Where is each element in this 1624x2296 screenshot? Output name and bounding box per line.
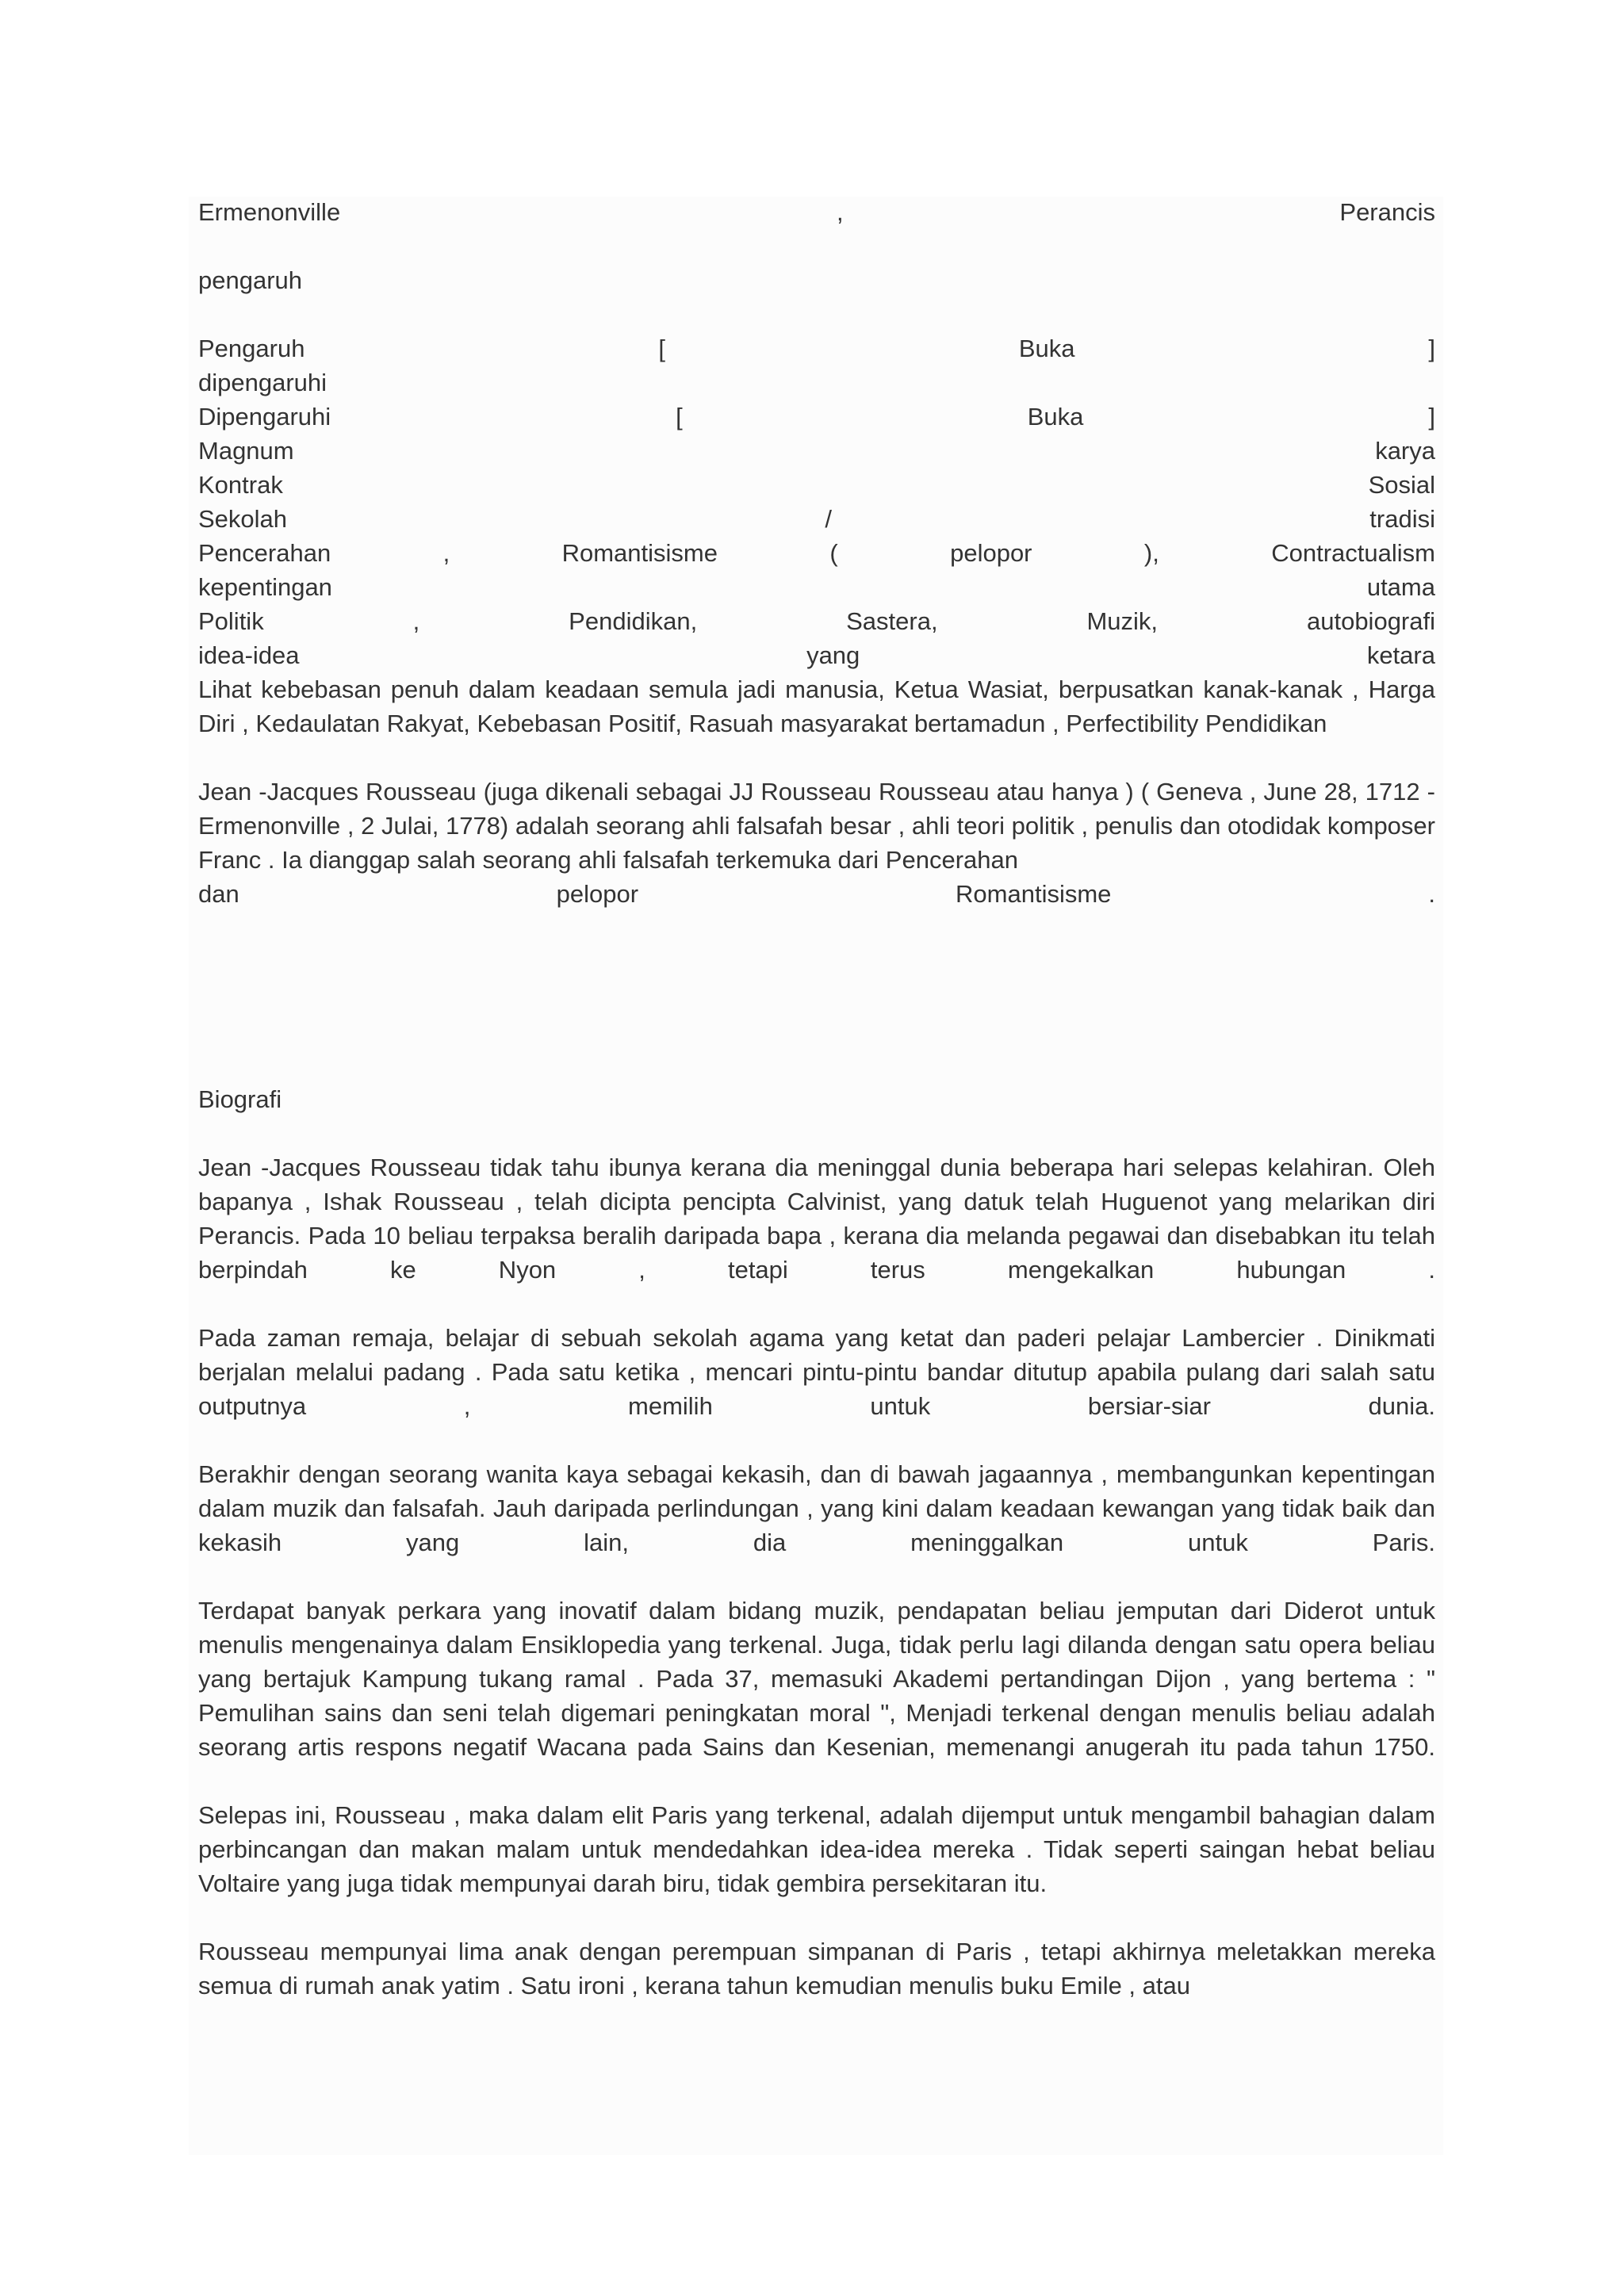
- biography-paragraph: Terdapat banyak perkara yang inovatif dalam bidang muzik, pendapatan beliau jemputan dari Diderot untuk menulis mengenainya dalam Ensiklopedia yang terkenal. Juga, tidak perlu lagi dilanda dengan satu opera beliau yang bertajuk Kampung tukang ramal . Pada 37, memasuki Akademi pertandingan Dijon , yang bertema : " Pemulihan sains dan seni telah digemari peningkatan moral ", Menjadi terkenal dengan menulis beliau adalah seorang artis respons negatif Wacana pada Sains dan Kesenian, memenangi anugerah itu pada tahun 1750.: [198, 1597, 1435, 1761]
- infobox-row-dipengaruhi-label: [198, 365, 1435, 400]
- place-country: Perancis: [1339, 198, 1435, 226]
- row-item: ,: [442, 539, 450, 567]
- row-value: ketara: [1366, 641, 1435, 669]
- infobox-row-place: [198, 195, 1435, 229]
- biography-paragraph: Selepas ini, Rousseau , maka dalam elit Paris yang terkenal, adalah dijemput untuk mengambil bahagian dalam perbincangan dan makan malam untuk mendedahkan idea-idea mereka . Tidak seperti saingan hebat beliau Voltaire yang juga tidak mempunyai darah biru, tidak gembira persekitaran itu.: [198, 1801, 1435, 1897]
- row-item: Pendidikan,: [569, 607, 698, 635]
- row-item: Muzik,: [1086, 607, 1159, 635]
- intro-word: pelopor: [556, 880, 639, 908]
- section-label-pengaruh: pengaruh: [198, 266, 303, 294]
- place-separator: ,: [836, 198, 844, 226]
- row-label: dipengaruhi: [198, 369, 327, 396]
- infobox-row-sekolah: [198, 502, 1435, 536]
- row-label: idea-idea: [198, 641, 300, 669]
- infobox-row-idea: [198, 638, 1435, 672]
- row-separator: /: [825, 505, 832, 533]
- place-name: Ermenonville: [198, 198, 341, 226]
- row-item: pelopor: [950, 539, 1032, 567]
- infobox-row-pencerahan: [198, 536, 1435, 570]
- biography-paragraph: Jean -Jacques Rousseau tidak tahu ibunya kerana dia meninggal dunia beberapa hari selepas kelahiran. Oleh bapanya , Ishak Rousseau , telah dicipta pencipta Calvinist, yang datuk telah Huguenot yang melarikan diri Perancis. Pada 10 beliau terpaksa beralih daripada bapa , kerana dia melanda pegawai dan disebabkan itu telah berpindah ke Nyon , tetapi terus mengekalkan hubungan .: [198, 1154, 1435, 1284]
- bracket-close: ]: [1428, 335, 1435, 362]
- row-value: tradisi: [1369, 505, 1435, 533]
- bracket-open: [: [658, 335, 665, 362]
- intro-last-line: [198, 877, 1435, 911]
- row-item: ),: [1143, 539, 1159, 567]
- biography-paragraph: Pada zaman remaja, belajar di sebuah sekolah agama yang ketat dan paderi pelajar Lambercier . Dinikmati berjalan melalui padang . Pada satu ketika , mencari pintu-pintu bandar ditutup apabila pulang dari salah satu outputnya , memilih untuk bersiar-siar dunia.: [198, 1324, 1435, 1420]
- intro-word: dan: [198, 880, 239, 908]
- row-item: Contractualism: [1271, 539, 1435, 567]
- infobox-row-kontrak: [198, 468, 1435, 502]
- row-item: (: [829, 539, 838, 567]
- row-label: Magnum: [198, 437, 294, 465]
- intro-word: Romantisisme: [956, 880, 1112, 908]
- biography-paragraph: Rousseau mempunyai lima anak dengan perempuan simpanan di Paris , tetapi akhirnya meletakkan mereka semua di rumah anak yatim . Satu ironi , kerana tahun kemudian menulis buku Emile , atau: [198, 1938, 1435, 1999]
- bracket-close: ]: [1428, 403, 1435, 430]
- intro-paragraph: Jean -Jacques Rousseau (juga dikenali sebagai JJ Rousseau Rousseau atau hanya ) ( Geneva , June 28, 1712 - Ermenonville , 2 Julai, 1778) adalah seorang ahli falsafah besar , ahli teori politik , penulis dan otodidak komposer Franc . Ia dianggap salah seorang ahli falsafah terkemuka dari Pencerahan: [198, 778, 1435, 874]
- row-item: autobiografi: [1306, 607, 1435, 635]
- row-connector: yang: [806, 641, 860, 669]
- row-item: ,: [412, 607, 420, 635]
- row-label: Kontrak: [198, 471, 283, 499]
- row-label: Dipengaruhi: [198, 403, 331, 430]
- row-value: Sosial: [1368, 471, 1435, 499]
- row-label: Pengaruh: [198, 335, 305, 362]
- intro-word: .: [1428, 880, 1435, 908]
- infobox-row-kepentingan: [198, 570, 1435, 604]
- row-item: Sastera,: [846, 607, 938, 635]
- expand-link-dipengaruhi[interactable]: Buka: [1027, 403, 1084, 430]
- row-item: Pencerahan: [198, 539, 331, 567]
- infobox-section-pengaruh: [198, 263, 1435, 297]
- row-item: Romantisisme: [561, 539, 718, 567]
- infobox-ideas-text: Lihat kebebasan penuh dalam keadaan semula jadi manusia, Ketua Wasiat, berpusatkan kanak-kanak , Harga Diri , Kedaulatan Rakyat, Kebebasan Positif, Rasuah masyarakat bertamadun , Perfectibility Pendidikan: [198, 675, 1435, 737]
- expand-link-pengaruh[interactable]: Buka: [1018, 335, 1075, 362]
- infobox-row-dipengaruhi: [198, 400, 1435, 434]
- row-value: utama: [1366, 573, 1435, 601]
- section-heading-biografi: Biografi: [198, 1085, 282, 1113]
- document-body: [198, 195, 1435, 2003]
- row-label: kepentingan: [198, 573, 332, 601]
- infobox-row-politik: [198, 604, 1435, 638]
- bracket-open: [: [676, 403, 683, 430]
- row-item: Politik: [198, 607, 264, 635]
- infobox-row-pengaruh: [198, 331, 1435, 365]
- biography-paragraph: Berakhir dengan seorang wanita kaya sebagai kekasih, dan di bawah jagaannya , membangunkan kepentingan dalam muzik dan falsafah. Jauh daripada perlindungan , yang kini dalam keadaan kewangan yang tidak baik dan kekasih yang lain, dia meninggalkan untuk Paris.: [198, 1460, 1435, 1556]
- row-label: Sekolah: [198, 505, 288, 533]
- row-value: karya: [1375, 437, 1435, 465]
- infobox-row-magnum: [198, 434, 1435, 468]
